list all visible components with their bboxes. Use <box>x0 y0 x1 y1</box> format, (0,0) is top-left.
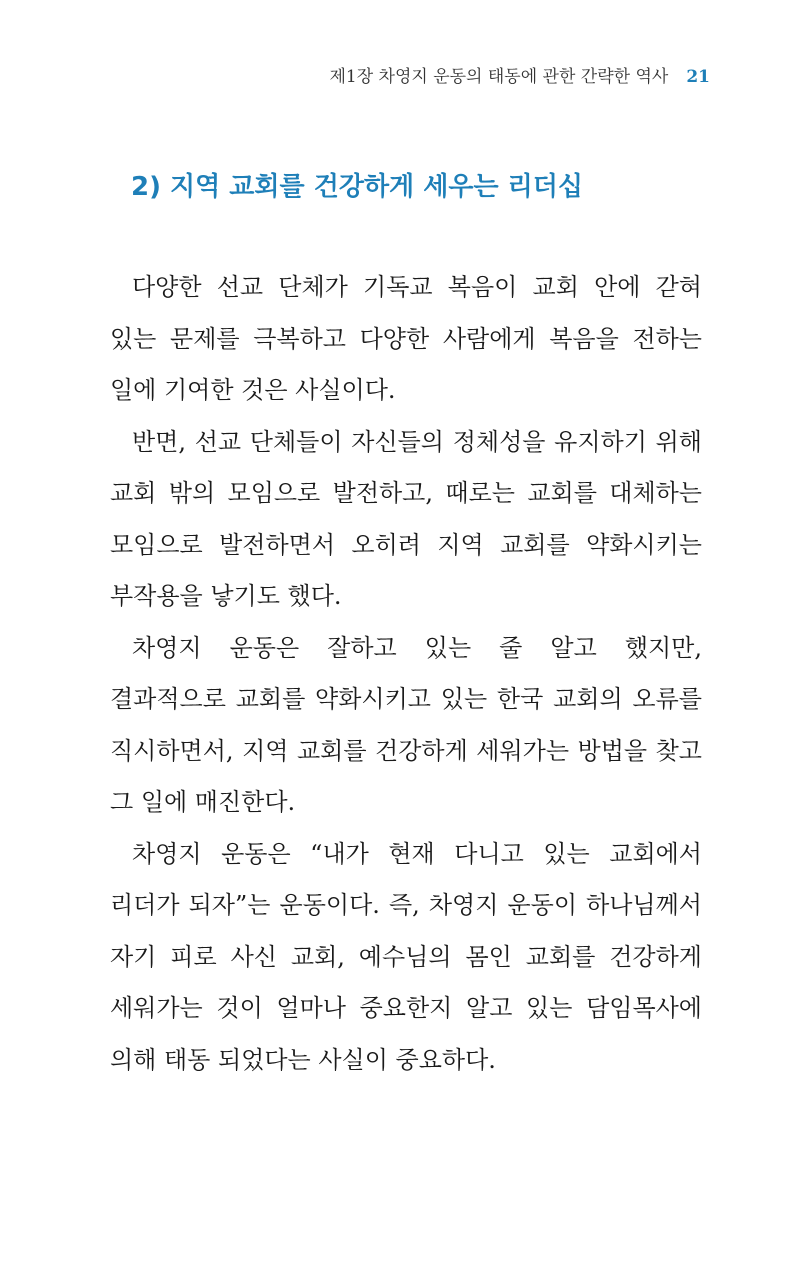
running-header <box>110 62 710 87</box>
paragraph-3: 차영지 운동은 잘하고 있는 줄 알고 했지만, 결과적으로 교회를 약화시키고 있는 한국 교회의 오류를 직시하면서, 지역 교회를 건강하게 세워가는 방법을 찾고 그 일에 매진한다. <box>110 633 702 816</box>
paragraph-1: 다양한 선교 단체가 기독교 복음이 교회 안에 갇혀 있는 문제를 극복하고 다양한 사람에게 복음을 전하는 일에 기여한 것은 사실이다. <box>110 273 702 404</box>
body-text <box>110 262 702 1086</box>
chapter-title: 제1장 차영지 운동의 태동에 관한 간략한 역사 <box>329 67 669 87</box>
section-heading: 2) 지역 교회를 건강하게 세우는 리더십 <box>131 172 583 202</box>
paragraph-4: 차영지 운동은 “내가 현재 다니고 있는 교회에서 리더가 되자”는 운동이다. 즉, 차영지 운동이 하나님께서 자기 피로 사신 교회, 예수님의 몸인 교회를 건강하게 세워가는 것이 얼마나 중요한지 알고 있는 담임목사에 의해 태동 되었다는 사실이 중요하다. <box>110 839 702 1074</box>
paragraph-2: 반면, 선교 단체들이 자신들의 정체성을 유지하기 위해 교회 밖의 모임으로 발전하고, 때로는 교회를 대체하는 모임으로 발전하면서 오히려 지역 교회를 약화시키는 부작용을 낳기도 했다. <box>110 427 702 610</box>
page-number: 21 <box>686 67 710 87</box>
